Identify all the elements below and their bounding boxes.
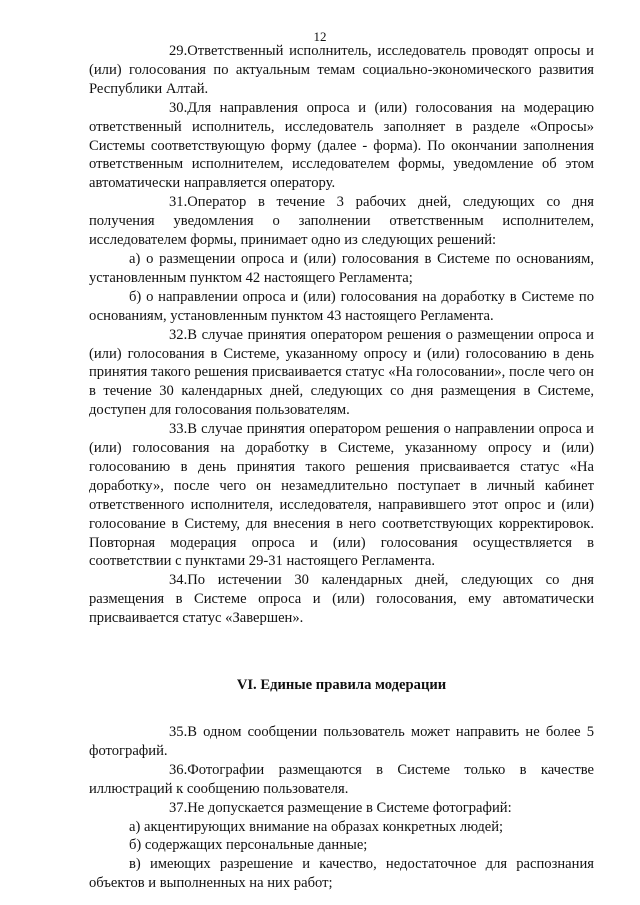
paragraph [89,836,594,855]
paragraph-text: а) акцентирующих внимание на образах конкретных людей; [129,818,504,835]
paragraph-number: 30. [169,99,188,116]
paragraph-text: В случае принятия оператором решения о размещении опроса и (или) голосования в Системе, указанному опросу и (или) голосованию в день принятия такого решения присваивается статус «На голосовании», после чего он в течение 30 календарных дней, следующих со дня размещения в Системе, доступен для голосования пользователям. [89,326,594,419]
paragraph-text: Оператор в течение 3 рабочих дней, следующих со дня получения уведомления о заполнении ответственным исполнителем, исследователем формы, принимает одно из следующих решений: [89,194,594,249]
paragraph-number: 29. [169,43,188,59]
paragraph-number: 31. [169,194,188,211]
paragraph [89,42,594,99]
paragraph-number: 33. [169,421,188,438]
paragraph-number: 32. [169,326,188,343]
paragraph [89,250,594,288]
paragraph-text: В одном сообщении пользователь может направить не более 5 фотографий. [89,724,594,759]
paragraph-number: 36. [169,761,188,778]
paragraph-text: а) о размещении опроса и (или) голосования в Системе по основаниям, установленным пунктом 42 настоящего Регламента; [89,250,594,286]
paragraph [89,288,594,326]
paragraph [89,761,594,799]
paragraph [89,799,594,818]
paragraph-text: Ответственный исполнитель, исследователь проводят опросы и (или) голосования по актуальным темам социально-экономического развития Республики Алтай. [89,43,594,97]
paragraph-number: 34. [169,572,188,589]
paragraph-text: В случае принятия оператором решения о направлении опроса и (или) голосования на доработку в Системе, указанному опросу и (или) голосованию в день принятия такого решения присваивается статус «На доработку», после чего он незамедлительно поступает в личный кабинет ответственного исполнителя, исследователя, направившего этот опрос и (или) голосование в Систему, для внесения в него соответствующих корректировок. Повторная модерация опроса и (или) голосования осуществляется в соответствии с пунктами 29-31 настоящего Регламента. [89,421,594,570]
paragraph [89,571,594,628]
paragraphs-after-heading [89,723,594,893]
paragraph-text: Для направления опроса и (или) голосования на модерацию ответственный исполнитель, исследователь заполняет в разделе «Опросы» Системы соответствующую форму (далее - форма). По окончании заполнения ответственным исполнителем, исследователем формы, уведомление об этом автоматически направляется оператору. [89,99,594,192]
paragraph-text: Фотографии размещаются в Системе только в качестве иллюстраций к сообщению пользователя. [89,761,594,797]
paragraph-number: 37. [169,799,188,816]
paragraph-number: 35. [169,724,188,740]
document-body [89,42,594,893]
paragraph [89,855,594,893]
paragraph-text: Не допускается размещение в Системе фотографий: [187,799,512,816]
paragraph-text: б) содержащих персональные данные; [129,837,368,854]
paragraphs-before-heading [89,42,594,628]
paragraph [89,326,594,421]
paragraph [89,99,594,194]
paragraph [89,420,594,571]
paragraph [89,723,594,761]
paragraph [89,818,594,837]
paragraph-text: По истечении 30 календарных дней, следующих со дня размещения в Системе опроса и (или) голосования, ему автоматически присваивается статус «Завершен». [89,572,594,627]
page-number: 12 [313,29,327,44]
paragraph-text: в) имеющих разрешение и качество, недостаточное для распознания объектов и выполненных на них работ; [89,856,594,892]
paragraph-text: б) о направлении опроса и (или) голосования на доработку в Системе по основаниям, установленным пунктом 43 настоящего Регламента. [89,288,594,324]
section-heading: VI. Единые правила модерации [236,677,447,694]
paragraph [89,193,594,250]
